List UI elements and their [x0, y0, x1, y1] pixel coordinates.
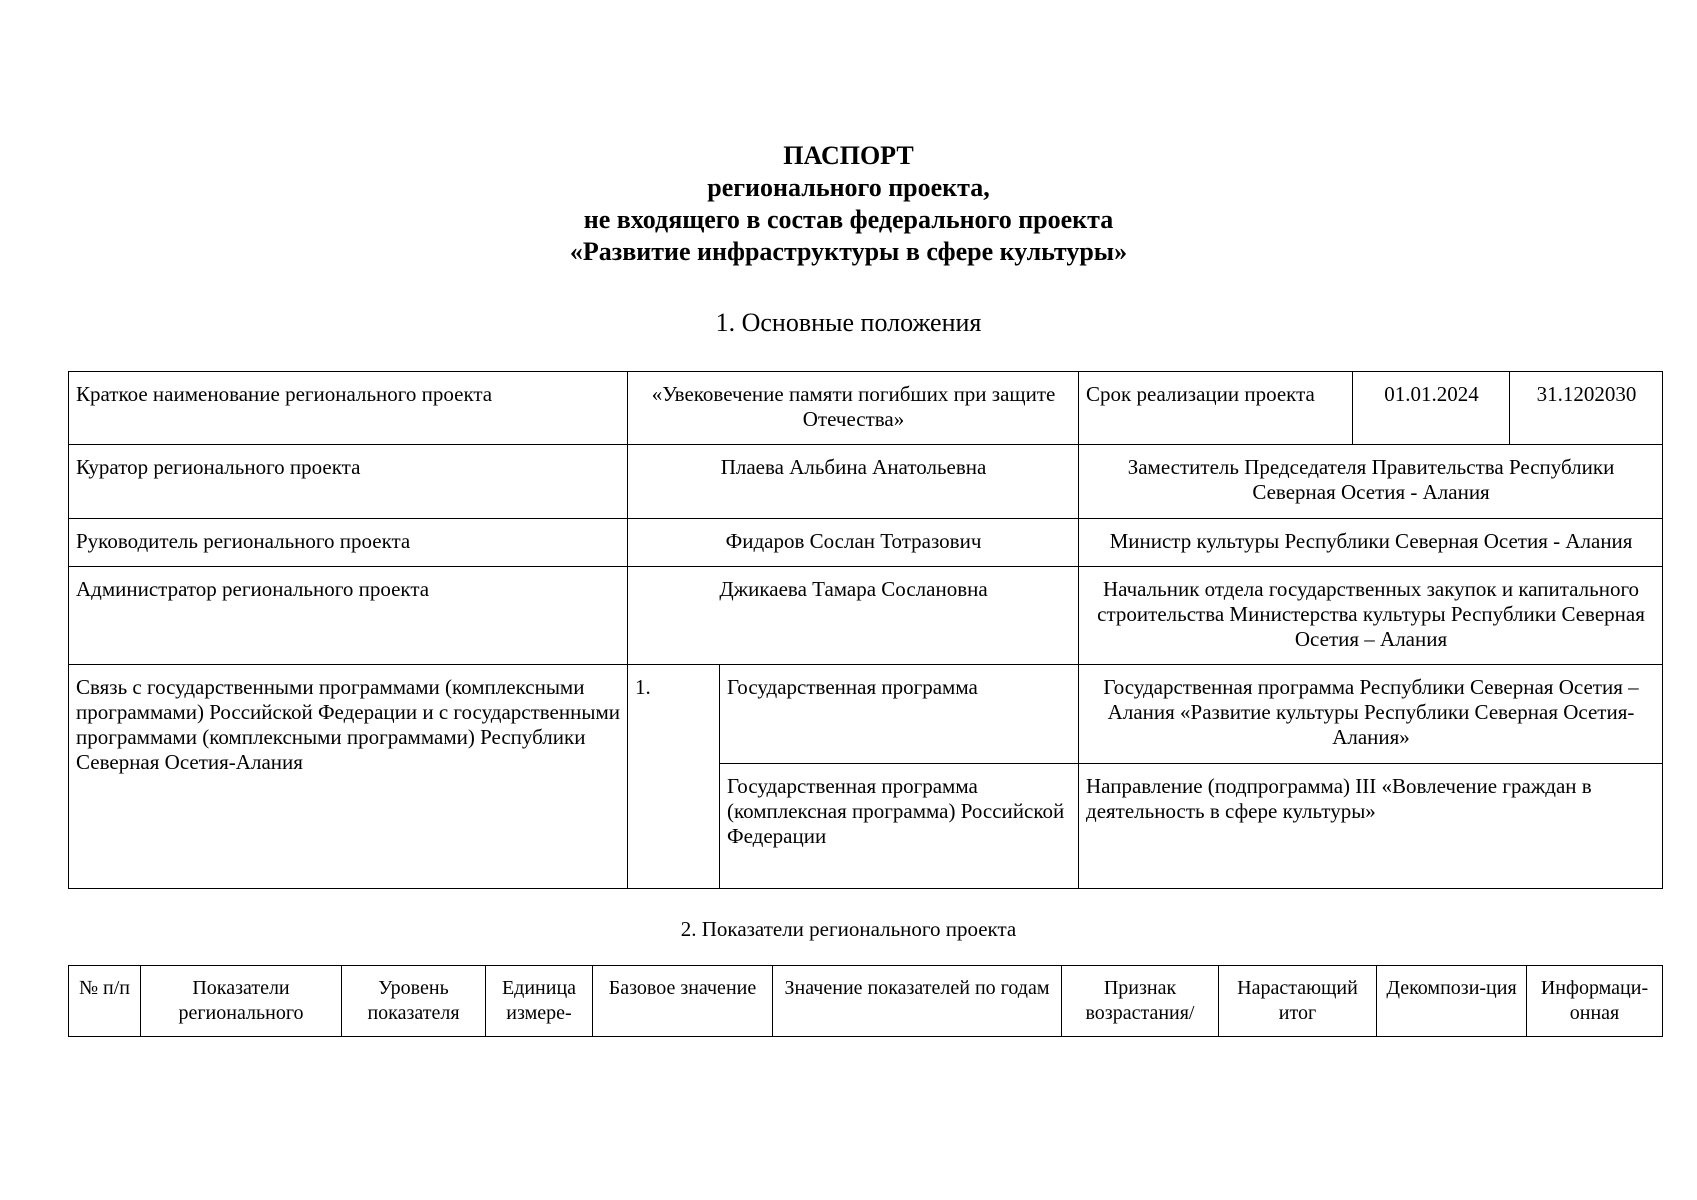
column-header: Декомпози-ция [1377, 966, 1527, 1037]
table-row [69, 519, 1663, 567]
title-line-1: ПАСПОРТ [783, 141, 914, 170]
column-header: Уровень показателя [342, 966, 486, 1037]
admin-label: Администратор регионального проекта [69, 567, 628, 665]
section2-title: 2. Показатели регионального проекта [680, 917, 1017, 941]
table-row [69, 665, 1663, 764]
title-line-4: «Развитие инфраструктуры в сфере культуры» [569, 237, 1128, 266]
short-name-label: Краткое наименование регионального проекта [69, 372, 628, 445]
column-header: Признак возрастания/ [1062, 966, 1219, 1037]
rf-program-value: Направление (подпрограмма) III «Вовлечение граждан в деятельность в сфере культуры» [1079, 764, 1663, 889]
column-header: Значение показателей по годам [773, 966, 1062, 1037]
program-link-number: 1. [628, 665, 720, 889]
period-label: Срок реализации проекта [1079, 372, 1353, 445]
period-end: 31.1202030 [1510, 372, 1663, 445]
section1-title: 1. Основные положения [715, 308, 982, 337]
admin-position: Начальник отдела государственных закупок и капитального строительства Министерства культуры Республики Северная Осетия – Алания [1079, 567, 1663, 665]
state-program-value: Государственная программа Республики Северная Осетия – Алания «Развитие культуры Республики Северная Осетия-Алания» [1079, 665, 1663, 764]
column-header: № п/п [69, 966, 141, 1037]
admin-name: Джикаева Тамара Сослановна [628, 567, 1079, 665]
indicators-table [68, 965, 1663, 1037]
curator-label: Куратор регионального проекта [69, 445, 628, 519]
program-link-label: Связь с государственными программами (комплексными программами) Российской Федерации и с государственными программами (комплексными программами) Республики Северная Осетия-Алания [69, 665, 628, 889]
head-position: Министр культуры Республики Северная Осетия - Алания [1079, 519, 1663, 567]
table-row [69, 445, 1663, 519]
column-header: Базовое значение [593, 966, 773, 1037]
title-line-2: регионального проекта, [707, 173, 990, 202]
curator-name: Плаева Альбина Анатольевна [628, 445, 1079, 519]
column-header: Нарастающий итог [1219, 966, 1377, 1037]
period-start: 01.01.2024 [1353, 372, 1510, 445]
column-header: Единица измере- [486, 966, 593, 1037]
title-line-3: не входящего в состав федерального проекта [583, 205, 1114, 234]
main-provisions-table [68, 371, 1663, 889]
table-header-row [69, 966, 1663, 1037]
table-row [69, 567, 1663, 665]
document-title [0, 140, 1697, 268]
state-program-label: Государственная программа [720, 665, 1079, 764]
curator-position: Заместитель Председателя Правительства Республики Северная Осетия - Алания [1079, 445, 1663, 519]
rf-program-label: Государственная программа (комплексная программа) Российской Федерации [720, 764, 1079, 889]
head-name: Фидаров Сослан Тотразович [628, 519, 1079, 567]
column-header: Показатели регионального [141, 966, 342, 1037]
table-row [69, 372, 1663, 445]
head-label: Руководитель регионального проекта [69, 519, 628, 567]
short-name-value: «Увековечение памяти погибших при защите Отечества» [628, 372, 1079, 445]
column-header: Информаци-онная [1527, 966, 1663, 1037]
